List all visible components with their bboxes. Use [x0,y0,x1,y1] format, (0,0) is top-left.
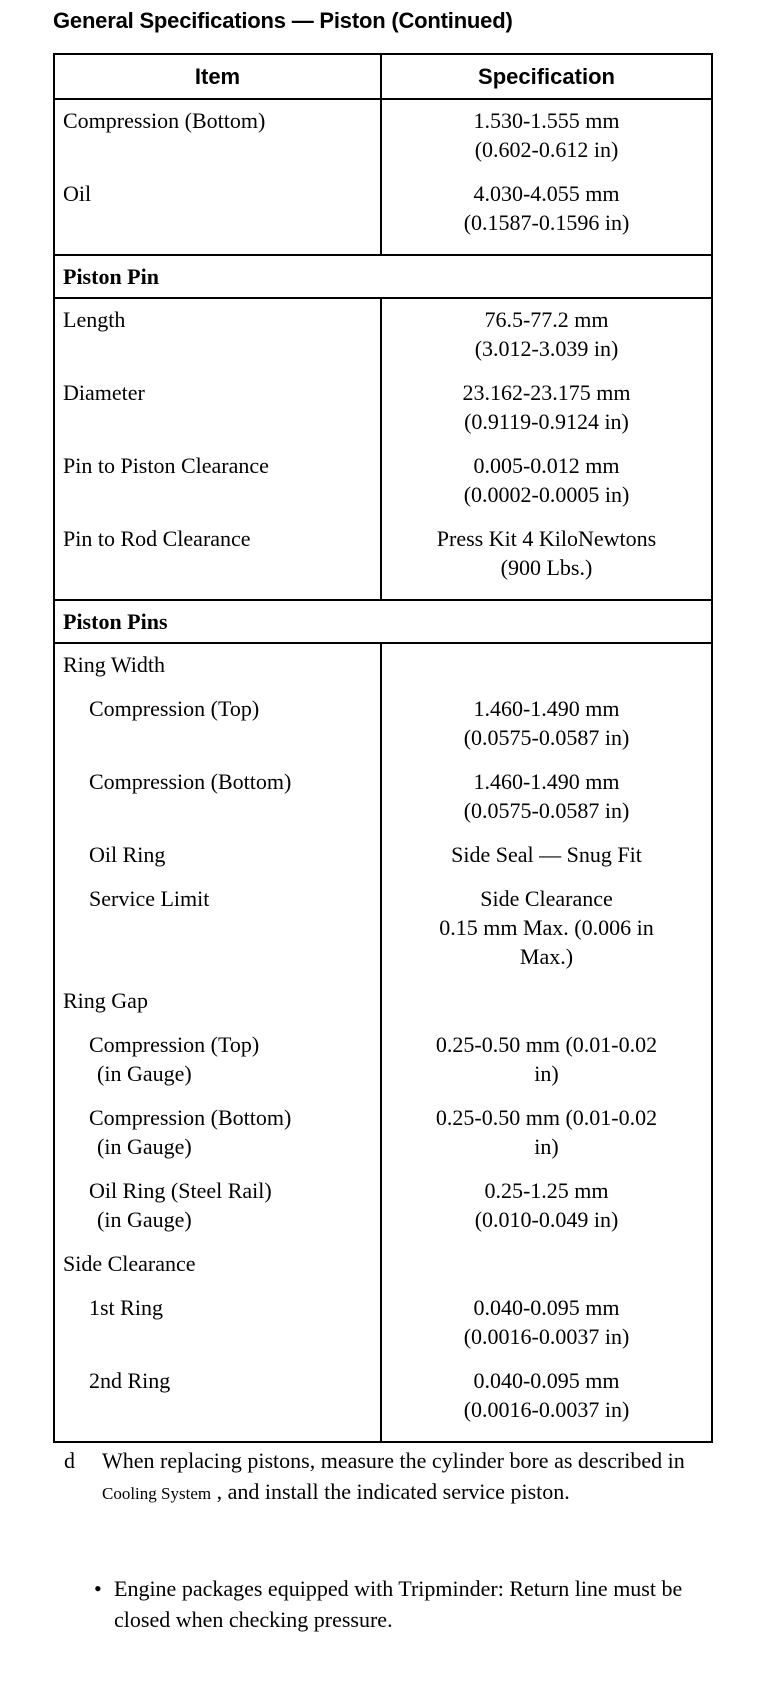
spec-empty [386,1249,707,1278]
item-label: Oil Ring [89,842,166,867]
bullet-text: Engine packages equipped with Tripminder: Return line must be closed when checking pressure. [114,1576,683,1632]
item-label: 2nd Ring [89,1368,171,1393]
spec-value: 76.5-77.2 mm (3.012-3.039 in) [474,307,619,361]
header-item: Item [55,55,382,98]
table-header [55,55,711,100]
spec-value: Press Kit 4 KiloNewtons (900 Lbs.) [436,526,657,580]
bullet-icon: • [94,1576,102,1601]
spec-value: 23.162-23.175 mm (0.9119-0.9124 in) [462,380,631,434]
section-piston-pin [55,299,711,601]
item-label: Compression (Top) (in Gauge) [89,1032,260,1086]
item-label: Pin to Piston Clearance [63,453,269,478]
group-label: Ring Width [63,652,165,677]
item-label: Compression (Bottom) [63,108,266,133]
item-label: Service Limit [89,886,210,911]
item-label: Oil [63,181,92,206]
page-title: General Specifications — Piston (Continued) [53,8,513,33]
item-label: Oil Ring (Steel Rail) (in Gauge) [89,1178,272,1232]
spec-value: Side Clearance 0.15 mm Max. (0.006 in Max.) [439,886,654,969]
spec-value: 0.040-0.095 mm (0.0016-0.0037 in) [463,1295,630,1349]
item-label: Compression (Top) [89,696,260,721]
spec-value: 1.460-1.490 mm (0.0575-0.0587 in) [463,696,630,750]
spec-value: 0.25-0.50 mm (0.01-0.02 in) [435,1032,658,1086]
group-label: Ring Gap [63,988,148,1013]
item-label: Pin to Rod Clearance [63,526,251,551]
item-label: Diameter [63,380,145,405]
header-spec: Specification [478,63,615,89]
spec-empty [386,650,707,679]
spec-value: 0.25-1.25 mm (0.010-0.049 in) [474,1178,619,1232]
note-marker: d [64,1448,75,1473]
spec-table [53,53,713,1443]
bullet-item [94,1573,714,1635]
section-heading-piston-pin: Piston Pin [55,256,711,299]
spec-value: 0.25-0.50 mm (0.01-0.02 in) [435,1105,658,1159]
spec-value: 0.005-0.012 mm (0.0002-0.0005 in) [463,453,630,507]
note-paragraph [64,1445,704,1509]
item-label: Length [63,307,126,332]
spec-value: 1.460-1.490 mm (0.0575-0.0587 in) [463,769,630,823]
spec-empty [386,986,707,1015]
spec-value: Side Seal — Snug Fit [451,842,642,867]
section-piston-rings [55,100,711,256]
note-text-end: , and install the indicated service piston. [211,1479,570,1504]
item-label: Compression (Bottom) [89,769,292,794]
cooling-system-link[interactable]: Cooling System [102,1484,212,1503]
spec-value: 0.040-0.095 mm (0.0016-0.0037 in) [463,1368,630,1422]
item-label: Compression (Bottom) (in Gauge) [89,1105,292,1159]
spec-value: 1.530-1.555 mm (0.602-0.612 in) [473,108,620,162]
section-heading-piston-pins: Piston Pins [55,601,711,644]
note-text: When replacing pistons, measure the cylinder bore as described in [102,1448,685,1473]
section-piston-pins [55,644,711,1443]
item-label: 1st Ring [89,1295,163,1320]
group-label: Side Clearance [63,1251,196,1276]
spec-value: 4.030-4.055 mm (0.1587-0.1596 in) [463,181,630,235]
